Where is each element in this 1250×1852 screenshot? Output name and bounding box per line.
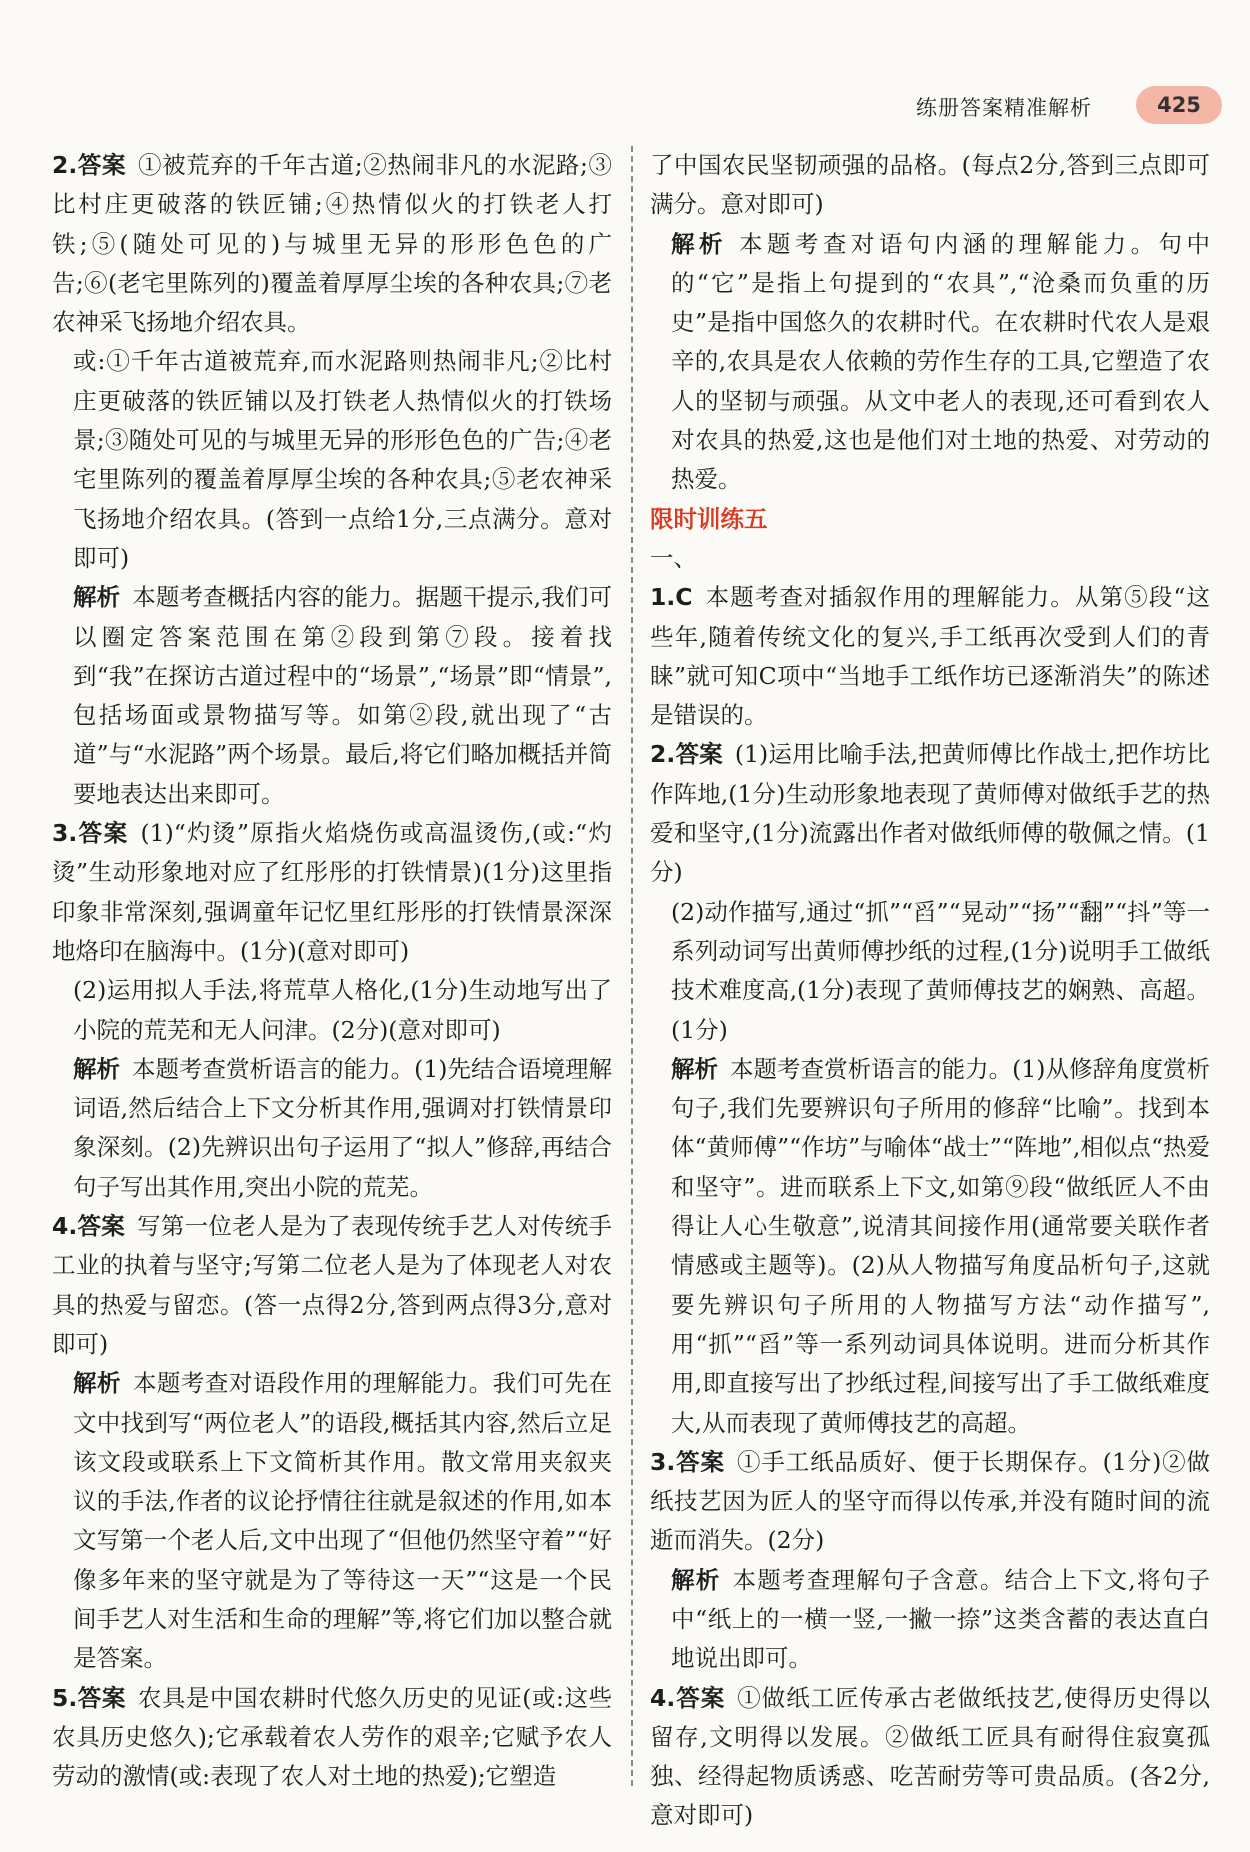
analysis-text: 本题考查对语段作用的理解能力。我们可先在文中找到写“两位老人”的语段,概括其内容,然后立足该文段或联系上下文简析其作用。散文常用夹叙夹议的手法,作者的议论抒情往往就是叙述的作用,如本文写第一个老人后,文中出现了“但他仍然坚守着”“好像多年来的坚守就是为了等待这一天”“这是一个民间手艺人对生活和生命的理解”等,将它们加以整合就是答案。 [73, 1369, 613, 1673]
analysis-label: 解析 [671, 229, 727, 258]
answer-text: 农具是中国农耕时代悠久历史的见证(或:这些农具历史悠久);它承载着农人劳作的艰辛;它赋予农人劳动的激情(或:表现了农人对土地的热爱);它塑造 [52, 1683, 613, 1791]
answer-text: 本题考查对插叙作用的理解能力。从第⑤段“这些年,随着传统文化的复兴,手工纸再次受到人们的青睐”就可知C项中“当地手工纸作坊已逐渐消失”的陈述是错误的。 [650, 583, 1210, 730]
answer-label: 答案 [77, 1212, 126, 1241]
analysis-block [52, 1050, 612, 1207]
answer-label: 答案 [675, 1447, 725, 1476]
analysis-text: 本题考查对语句内涵的理解能力。句中的“它”是指上句提到的“农具”,“沧桑而负重的历史”是指中国悠久的农耕时代。在农耕时代农人是艰辛的,农具是农人依赖的劳作生存的工具,它塑造了农人的坚韧与顽强。从文中老人的表现,还可看到农人对农具的热爱,这也是他们对土地的热爱、对劳动的热爱。 [671, 229, 1211, 494]
analysis-label: 解析 [73, 1369, 121, 1398]
paragraph: 了中国农民坚韧顽强的品格。(每点2分,答到三点即可满分。意对即可) [650, 151, 1210, 219]
answer-text: (1)“灼烫”原指火焰烧伤或高温烫伤,(或:“灼烫”生动形象地对应了红彤彤的打铁情景)(1分)这里指印象非常深刻,强调童年记忆里红彤彤的打铁情景深深地烙印在脑海中。(1分)(意对即可) [52, 819, 613, 965]
analysis-label: 解析 [73, 583, 121, 612]
left-column [52, 146, 612, 1796]
answer-text: (1)运用比喻手法,把黄师傅比作战士,把作坊比作阵地,(1分)生动形象地表现了黄师傅对做纸手艺的热爱和坚守,(1分)流露出作者对做纸师傅的敬佩之情。(1分) [650, 740, 1211, 887]
analysis-text: 本题考查理解句子含意。结合上下文,将句子中“纸上的一横一竖,一撇一捺”这类含蓄的表达直白地说出即可。 [671, 1565, 1210, 1673]
item-number: 3. [650, 1447, 676, 1476]
item-number: 2. [52, 151, 78, 179]
analysis-block [52, 578, 612, 814]
header-title: 练册答案精准解析 [916, 96, 1092, 120]
analysis-text: 本题考查赏析语言的能力。(1)从修辞角度赏析句子,我们先要辨识句子所用的修辞“比喻”。找到本体“黄师傅”“作坊”与喻体“战士”“阵地”,相似点“热爱和坚守”。进而联系上下文,如第⑨段“做纸匠人不由得让人心生敬意”,说清其间接作用(通常要关联作者情感或主题等)。(2)从人物描写角度品析句子,这就要先辨识句子所用的人物描写方法“动作描写”,用“抓”“舀”等一系列动词具体说明。进而分析其作用,即直接写出了抄纸过程,间接写出了手工做纸难度大,从而表现了黄师傅技艺的高超。 [671, 1054, 1211, 1437]
answer-text: ①手工纸品质好、便于长期保存。(1分)②做纸技艺因为匠人的坚守而得以传承,并没有随时间的流逝而消失。(2分) [650, 1447, 1210, 1555]
answer-label: 答案 [675, 1683, 726, 1712]
answer-label: 答案 [77, 151, 127, 179]
item-number: 5. [52, 1683, 78, 1712]
section-subheading: 一、 [650, 543, 697, 572]
right-column [650, 146, 1210, 1836]
section-title: 限时训练五 [650, 504, 768, 533]
analysis-label: 解析 [73, 1054, 121, 1083]
answer-text: ①被荒弃的千年古道;②热闹非凡的水泥路;③比村庄更破落的铁匠铺;④热情似火的打铁老人打铁;⑤(随处可见的)与城里无异的形形色色的广告;⑥(老宅里陈列的)覆盖着厚厚尘埃的各种农具;⑦老农神采飞扬地介绍农具。 [52, 151, 612, 337]
answer-text: 写第一位老人是为了表现传统手艺人对传统手工业的执着与坚守;写第二位老人是为了体现老人对农具的热爱与留恋。(答一点得2分,答到两点得3分,意对即可) [52, 1212, 613, 1358]
answer-block [650, 578, 1210, 735]
paragraph: (2)动作描写,通过“抓”“舀”“晃动”“扬”“翻”“抖”等一系列动词写出黄师傅抄纸的过程,(1分)说明手工做纸技术难度高,(1分)表现了黄师傅技艺的娴熟、高超。(1分) [671, 897, 1210, 1044]
analysis-label: 解析 [671, 1054, 719, 1083]
item-number: 2. [650, 740, 676, 769]
analysis-block [650, 1561, 1210, 1679]
answer-block [650, 1679, 1210, 1836]
analysis-block [52, 1364, 612, 1678]
paragraph: (2)运用拟人手法,将荒草人格化,(1分)生动地写出了小院的荒芜和无人问津。(2分)(意对即可) [73, 976, 612, 1044]
answer-block [650, 735, 1210, 892]
answer-label: 答案 [77, 1683, 126, 1712]
item-number: 4. [52, 1212, 78, 1241]
answer-block [650, 1443, 1210, 1561]
item-number: 3. [52, 819, 78, 848]
answer-text: ①做纸工匠传承古老做纸技艺,使得历史得以留存,文明得以发展。②做纸工匠具有耐得住寂寞孤独、经得起物质诱惑、吃苦耐劳等可贵品质。(各2分,意对即可) [650, 1683, 1210, 1830]
answer-block [52, 1207, 612, 1364]
column-divider [631, 146, 633, 1786]
analysis-block [650, 225, 1210, 500]
answer-label: 答案 [77, 819, 129, 848]
page-number: 425 [1136, 86, 1222, 124]
item-number: 4. [650, 1683, 676, 1712]
answer-block [52, 1679, 612, 1797]
answer-block [52, 814, 612, 971]
paragraph: 或:①千年古道被荒弃,而水泥路则热闹非凡;②比村庄更破落的铁匠铺以及打铁老人热情似火的打铁场景;③随处可见的与城里无异的形形色色的广告;④老宅里陈列的覆盖着厚厚尘埃的各种农具;⑤老农神采飞扬地介绍农具。(答到一点给1分,三点满分。意对即可) [73, 347, 612, 572]
analysis-text: 本题考查赏析语言的能力。(1)先结合语境理解词语,然后结合上下文分析其作用,强调对打铁情景印象深刻。(2)先辨识出句子运用了“拟人”修辞,再结合句子写出其作用,突出小院的荒芜。 [73, 1054, 613, 1201]
analysis-text: 本题考查概括内容的能力。据题干提示,我们可以圈定答案范围在第②段到第⑦段。接着找到“我”在探访古道过程中的“场景”,“场景”即“情景”,包括场面或景物描写等。如第②段,就出现了“古道”与“水泥路”两个场景。最后,将它们略加概括并简要地表达出来即可。 [73, 583, 612, 808]
answer-block [52, 146, 612, 342]
analysis-label: 解析 [671, 1565, 721, 1594]
analysis-block [650, 1050, 1210, 1443]
answer-label: 答案 [675, 740, 723, 769]
item-number: 1.C [650, 583, 693, 612]
